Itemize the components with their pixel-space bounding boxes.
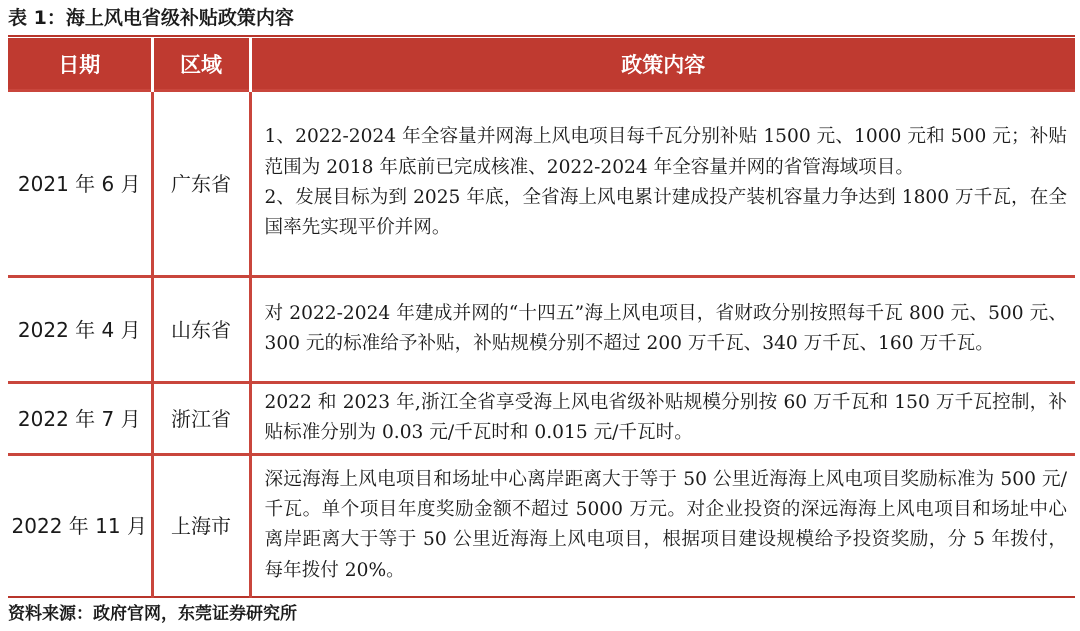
row-content [250,91,1075,277]
column-header-content: 政策内容 [250,38,1075,91]
table-header-row [8,38,1075,91]
policy-paragraph: 深远海海上风电项目和场址中心离岸距离大于等于 50 公里近海海上风电项目奖励标准为 500 元/千瓦。单个项目年度奖励金额不超过 5000 万元。对企业投资的深远海海上风电项目和场址中心离岸距离大于等于 50 公里近海海上风电项目，根据项目建设规模给予投资奖励，分 5 年拨付，每年拨付 20%。 [264,468,1067,581]
policy-table [8,38,1075,598]
table-row [8,277,1075,383]
row-region: 山东省 [152,277,250,383]
row-date: 2021 年 6 月 [8,91,152,277]
row-region: 上海市 [152,455,250,597]
policy-paragraph: 对 2022-2024 年建成并网的“十四五”海上风电项目，省财政分别按照每千瓦 800 元、500 元、300 元的标准给予补贴，补贴规模分别不超过 200 万千瓦、340 万千瓦、160 万千瓦。 [264,302,1067,354]
row-region: 浙江省 [152,383,250,455]
row-date: 2022 年 4 月 [8,277,152,383]
source-note: 资料来源：政府官网，东莞证券研究所 [8,604,297,624]
table-row [8,455,1075,597]
column-header-region: 区域 [152,38,250,91]
table-row [8,383,1075,455]
row-content [250,277,1075,383]
row-content [250,383,1075,455]
table-top-rule [8,35,1075,37]
row-region: 广东省 [152,91,250,277]
row-date: 2022 年 11 月 [8,455,152,597]
row-content [250,455,1075,597]
policy-paragraph: 1、2022-2024 年全容量并网海上风电项目每千瓦分别补贴 1500 元、1000 元和 500 元；补贴范围为 2018 年底前已完成核准、2022-2024 年全容量并网的省管海域项目。 [264,126,1067,178]
row-date: 2022 年 7 月 [8,383,152,455]
table-caption: 表 1：海上风电省级补贴政策内容 [8,7,294,29]
table-row [8,91,1075,277]
policy-paragraph: 2022 和 2023 年,浙江全省享受海上风电省级补贴规模分别按 60 万千瓦和 150 万千瓦控制，补贴标准分别为 0.03 元/千瓦时和 0.015 元/千瓦时。 [264,391,1067,443]
policy-paragraph: 2、发展目标为到 2025 年底，全省海上风电累计建成投产装机容量力争达到 1800 万千瓦，在全国率先实现平价并网。 [264,187,1067,239]
column-header-date: 日期 [8,38,152,91]
